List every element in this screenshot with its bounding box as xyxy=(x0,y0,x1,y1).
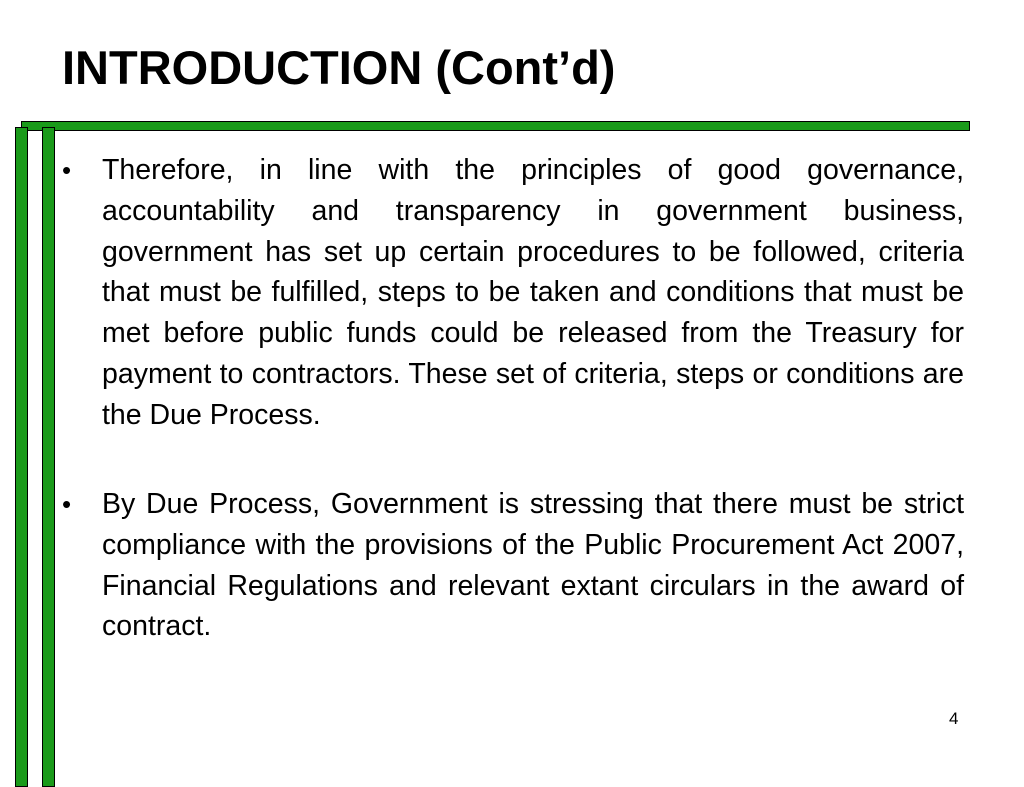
page-number: 4 xyxy=(949,709,959,728)
bullet-point-icon: • xyxy=(62,155,72,185)
bullet-point-icon: • xyxy=(62,489,72,519)
slide-title: INTRODUCTION (Cont’d) xyxy=(62,41,616,94)
bullet-item xyxy=(62,484,964,647)
bullet-text: Therefore, in line with the principles of good governance, accountability and transparency in government business, government has set up certain procedures to be followed, criteria that must be fulfilled, steps to be taken and conditions that must be met before public funds could be released from the Treasury for payment to contractors. These set of criteria, steps or conditions are the Due Process. xyxy=(102,154,964,431)
bullet-item xyxy=(62,150,964,436)
bullet-text: By Due Process, Government is stressing that there must be strict compliance with the provisions of the Public Procurement Act 2007, Financial Regulations and relevant extant circulars in the award of contract. xyxy=(102,488,964,643)
